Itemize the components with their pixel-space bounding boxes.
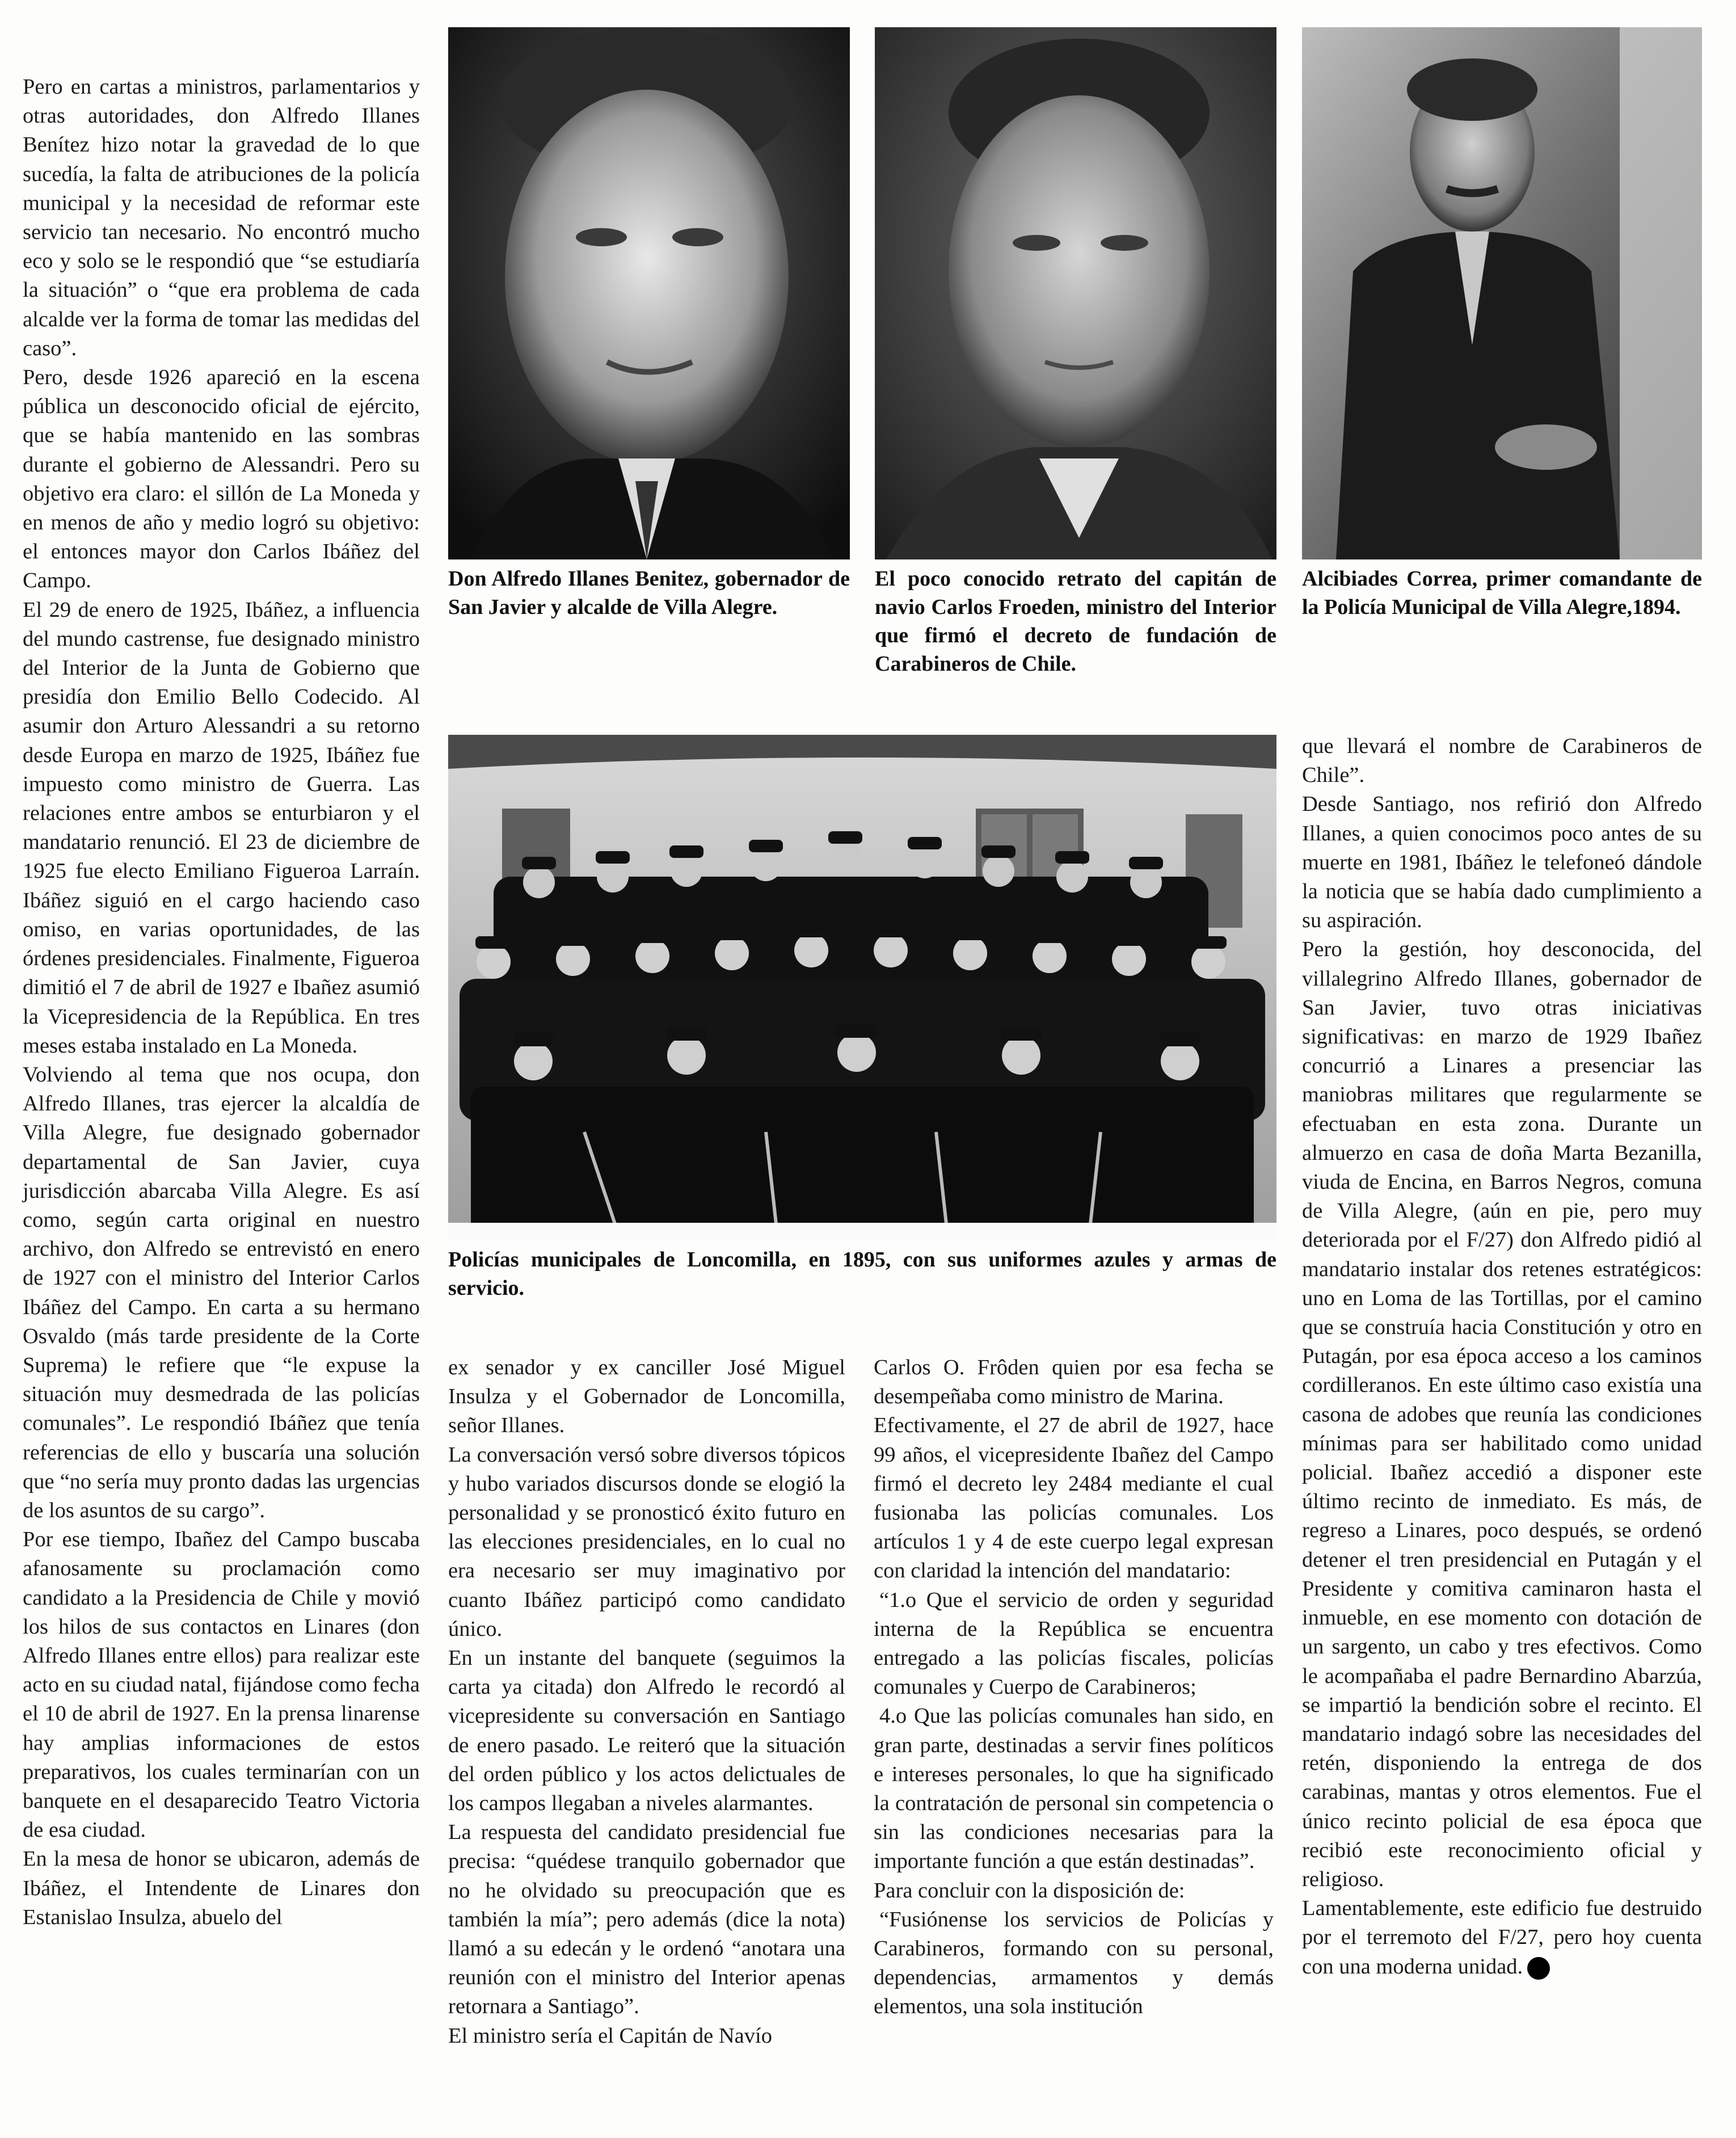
paragraph: Pero en cartas a ministros, parlamentarios y otras autoridades, don Alfredo Illanes Benítez hizo notar la gravedad de lo que sucedía, la falta de atribuciones de la policía municipal y la necesidad de reformar este servicio tan necesario. No encontró mucho eco y solo se le respondió que “se estudiaría la situación” o “que era problema de cada alcalde ver la forma de tomar las medidas del caso”. xyxy=(23,75,420,360)
paragraph: Volviendo al tema que nos ocupa, don Alfredo Illanes, tras ejercer la alcaldía de Villa Alegre, fue designado gobernador departamental de San Javier, cuya jurisdicción abarcaba Villa Alegre. Es así como, según carta original en nuestro archivo, don Alfredo se entrevistó en enero de 1927 con el ministro del Interior Carlos Ibáñez del Campo. En carta a su hermano Osvaldo (más tarde presidente de la Corte Suprema) le refiere que “le expuse la situación muy desmedrada de las policías comunales”. Le respondió Ibáñez que tenía referencias de ello y buscaría una solución que “no sería muy pronto dadas las urgencias de los asuntos de su cargo”. xyxy=(23,1062,420,1522)
paragraph: El 29 de enero de 1925, Ibáñez, a influencia del mundo castrense, fue designado ministro del Interior de la Junta de Gobierno que presidía don Emilio Bello Codecido. Al asumir don Arturo Alessandri a su retorno desde Europa en marzo de 1925, Ibáñez fue impuesto como ministro de Guerra. Las relaciones entre ambos se enturbiaron y el mandatario renunció. El 23 de diciembre de 1925 fue electo Emiliano Figueroa Larraín. Ibáñez siguió en el cargo haciendo caso omiso, en varias oportunidades, de las órdenes presidenciales. Finalmente, Figueroa dimitió el 7 de abril de 1927 e Ibañez asumió la Vicepresidencia de la República. En tres meses estaba instalado en La Moneda. xyxy=(23,597,420,1058)
article-column-1 xyxy=(23,73,420,1932)
portrait-correa-image xyxy=(1302,27,1702,559)
group-photo-caption: Policías municipales de Loncomilla, en 1895, con sus uniformes azules y armas de servicio. xyxy=(448,1248,1276,1300)
portrait-froeden-image xyxy=(875,27,1276,559)
paragraph: Carlos O. Frôden quien por esa fecha se desempeñaba como ministro de Marina. xyxy=(874,1356,1274,1409)
portrait-correa-caption: Alcibiades Correa, primer comandante de la Policía Municipal de Villa Alegre,1894. xyxy=(1302,567,1702,619)
paragraph: En la mesa de honor se ubicaron, además de Ibáñez, el Intendente de Linares don Estanislao Insulza, abuelo del xyxy=(23,1847,420,1929)
portrait-illanes-caption: Don Alfredo Illanes Benitez, gobernador de San Javier y alcalde de Villa Alegre. xyxy=(448,567,850,619)
paragraph: El ministro sería el Capitán de Navío xyxy=(448,2023,772,2048)
paragraph: La conversación versó sobre diversos tópicos y hubo variados discursos donde se elogió la personalidad y se pronosticó éxito futuro en las elecciones presidenciales, en lo cual no era necesario ser muy imaginativo por cuanto Ibáñez participó como candidato único. xyxy=(448,1442,845,1641)
paragraph-final-text: Lamentablemente, este edificio fue destruido por el terremoto del F/27, pero hoy cuenta con una moderna unidad. xyxy=(1302,1896,1702,1979)
portrait-froeden-caption: El poco conocido retrato del capitán de navio Carlos Froeden, ministro del Interior que firmó el decreto de fundación de Carabineros de Chile. xyxy=(875,567,1276,676)
paragraph: Pero la gestión, hoy desconocida, del villalegrino Alfredo Illanes, gobernador de San Javier, tuvo otras iniciativas significativas: en marzo de 1929 Ibañez concurrió a Linares a presenciar las maniobras militares que regularmente se efectuaban en esta zona. Durante un almuerzo en casa de doña Marta Bezanilla, viuda de Encina, en Barros Negros, comuna de Villa Alegre, (aún en pie, pero muy deteriorada por el F/27) don Alfredo pidió al mandatario instalar dos retenes estratégicos: uno en Loma de las Tortillas, por el camino que se construía hacia Constitución y otro en Putagán, por esa época acceso a los caminos cordilleranos. En este último caso existía una casona de adobes que reunía las condiciones mínimas para ser habilitado como unidad policial. Ibañez accedió a disponer este último recinto de inmediato. Es más, de regreso a Linares, poco después, se ordenó detener el tren presidencial en Putagán y el Presidente y comitiva caminaron hasta el inmueble, en ese momento con dotación de un sargento, un cabo y tres efectivos. Como le acompañaba el padre Bernardino Abarzúa, se impartió la bendición sobre el recinto. El mandatario indagó sobre las necesidades del retén, disponiendo la entrega de dos carabinas, mantas y otros elementos. Fue el único recinto policial de esa época que recibió este reconocimiento oficial y religioso. xyxy=(1302,937,1702,1891)
paragraph: Pero, desde 1926 apareció en la escena pública un desconocido oficial de ejército, que se había mantenido en las sombras durante el gobierno de Alessandri. Pero su objetivo era claro: el sillón de La Moneda y en menos de año y medio logró su objetivo: el entonces mayor don Carlos Ibáñez del Campo. xyxy=(23,365,420,593)
end-of-article-icon xyxy=(1527,1957,1550,1980)
paragraph: que llevará el nombre de Carabineros de Chile”. xyxy=(1302,734,1702,788)
quote-paragraph: “Fusiónense los servicios de Policías y Carabineros, formando con su personal, dependencias, armamentos y demás elementos, una sola institución xyxy=(874,1907,1274,2019)
article-column-4 xyxy=(1302,732,1702,1981)
article-column-3 xyxy=(874,1353,1274,2022)
portrait-correa-photo xyxy=(1302,27,1702,559)
paragraph: La respuesta del candidato presidencial fue precisa: “quédese tranquilo gobernador que no he olvidado su preocupación que es también la mía”; pero además (dice la nota) llamó a su edecán y le ordenó “anotara una reunión con el ministro del Interior apenas retornara a Santiago”. xyxy=(448,1820,845,2019)
article-column-2 xyxy=(448,1353,845,2051)
paragraph: Para concluir con la disposición de: xyxy=(874,1878,1185,1903)
portrait-illanes-image xyxy=(448,27,850,559)
portrait-froeden-photo xyxy=(875,27,1276,559)
group-photo-image xyxy=(448,735,1276,1241)
paragraph-final xyxy=(1302,1894,1702,1981)
quote-paragraph: 4.o Que las policías comunales han sido, en gran parte, destinadas a servir fines políticos e intereses personales, lo que ha significado la contratación de personal sin competencia o sin las condiciones necesarias para la importante función a que están destinadas”. xyxy=(874,1704,1274,1874)
paragraph: En un instante del banquete (seguimos la carta ya citada) don Alfredo le recordó al vicepresidente su conversación en Santiago de enero pasado. Le reiteró que la situación del orden público y los actos delictuales de los campos llegaban a niveles alarmantes. xyxy=(448,1646,845,1816)
paragraph: ex senador y ex canciller José Miguel Insulza y el Gobernador de Loncomilla, señor Illanes. xyxy=(448,1356,845,1438)
group-photo xyxy=(448,735,1276,1241)
paragraph: Efectivamente, el 27 de abril de 1927, hace 99 años, el vicepresidente Ibañez del Campo firmó el decreto ley 2484 mediante el cual fusionaba las policías comunales. Los artículos 1 y 4 de este cuerpo legal expresan con claridad la intención del mandatario: xyxy=(874,1413,1274,1583)
quote-paragraph: “1.o Que el servicio de orden y seguridad interna de la República se encuentra entregado a las policías fiscales, policías comunales y Cuerpo de Carabineros; xyxy=(874,1588,1274,1699)
portrait-illanes-photo xyxy=(448,27,850,559)
paragraph: Desde Santiago, nos refirió don Alfredo Illanes, a quien conocimos poco antes de su muerte en 1981, Ibáñez le telefoneó dándole la noticia que se había dado cumplimiento a su aspiración. xyxy=(1302,792,1702,933)
paragraph: Por ese tiempo, Ibañez del Campo buscaba afanosamente su proclamación como candidato a la Presidencia de Chile y movió los hilos de sus contactos en Linares (don Alfredo Illanes entre ellos) para realizar este acto en su ciudad natal, fijándose como fecha el 10 de abril de 1927. En la prensa linarense hay amplias informaciones de estos preparativos, los cuales terminarían con un banquete en el desaparecido Teatro Victoria de esa ciudad. xyxy=(23,1527,420,1842)
